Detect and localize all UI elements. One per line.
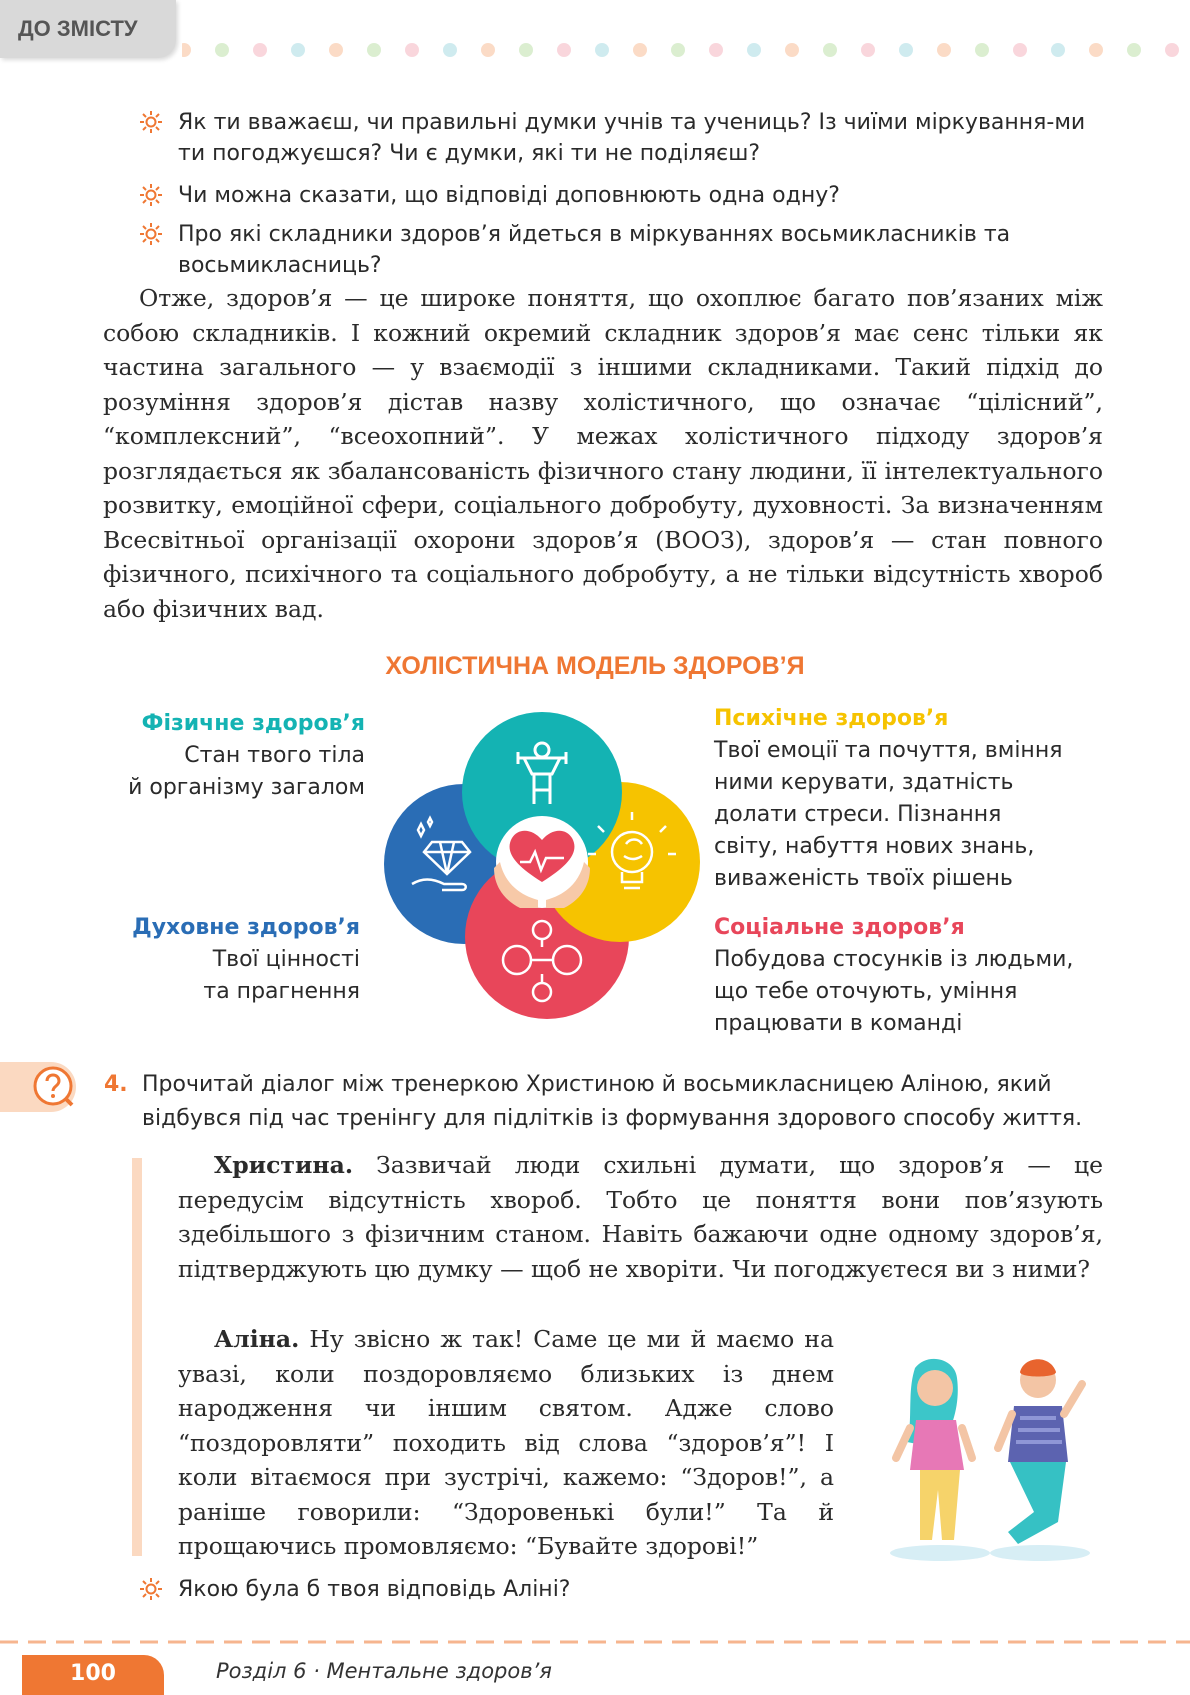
mental-health-line: світу, набуття нових знань, bbox=[714, 834, 1035, 859]
sun-bullet-icon bbox=[140, 111, 162, 133]
question-text: Як ти вважаєш, чи правильні думки учнів та учениць? Із чиїми міркування-ми ти погоджуєшся? Чи є думки, які ти не поділяєш? bbox=[178, 110, 1086, 166]
question-text: Чи можна сказати, що відповіді доповнюють одна одну? bbox=[178, 183, 840, 208]
question-text: Про які складники здоров’я йдеться в міркуваннях восьмикласників та восьмикласниць? bbox=[178, 222, 1011, 278]
dialogue-line-alina bbox=[178, 1322, 834, 1564]
mental-health-title: Психічне здоров’я bbox=[714, 706, 949, 731]
dialogue-line-khrystyna bbox=[178, 1148, 1103, 1286]
mental-health-line: ними керувати, здатність bbox=[714, 770, 1014, 795]
question-item bbox=[140, 1574, 1105, 1605]
jumping-kids-illustration bbox=[880, 1348, 1100, 1564]
toc-link[interactable]: ДО ЗМІСТУ bbox=[0, 0, 176, 58]
question-text: Якою була б твоя відповідь Аліні? bbox=[178, 1577, 571, 1602]
speaker-name: Христина. bbox=[214, 1151, 354, 1179]
decorative-dots bbox=[182, 42, 1182, 58]
main-paragraph: Отже, здоров’я — це широке поняття, що охоплює багато пов’язаних між собою складників. І кожний окремий складник здоров’я має сенс тільки як частина загального — у взаємодії з іншими складниками. Такий підхід до розуміння здоров’я дістав назву холістичного, що означає “цілісний”, “комплексний”, “всеохопний”. У межах холістичного підходу здоров’я розглядається як збалансованість фізичного стану людини, її інтелектуального розвитку, емоційної сфери, соціального добробуту, духовності. За визначенням Всесвітньої організації охорони здоров’я (ВООЗ), здоров’я — стан повного фізичного, психічного та соціального добробуту, а не тільки відсутність хвороб або фізичних вад. bbox=[103, 284, 1103, 623]
question-mark-icon bbox=[31, 1064, 75, 1108]
question-item bbox=[140, 219, 1105, 281]
spiritual-health-line: та прагнення bbox=[203, 979, 360, 1004]
social-health-title: Соціальне здоров’я bbox=[714, 915, 965, 940]
sun-bullet-icon bbox=[140, 184, 162, 206]
spiritual-health-label bbox=[60, 912, 360, 1008]
social-health-label bbox=[714, 912, 1104, 1040]
question-item bbox=[140, 107, 1105, 169]
physical-health-label bbox=[60, 708, 365, 804]
mental-health-label bbox=[714, 703, 1104, 895]
mental-health-line: виваженість твоїх рішень bbox=[714, 866, 1013, 891]
physical-health-title: Фізичне здоров’я bbox=[141, 711, 365, 736]
sun-bullet-icon bbox=[140, 1578, 162, 1600]
physical-health-line: Стан твого тіла bbox=[184, 743, 365, 768]
social-health-line: Побудова стосунків із людьми, bbox=[714, 947, 1074, 972]
diagram-title: ХОЛІСТИЧНА МОДЕЛЬ ЗДОРОВ’Я bbox=[385, 652, 805, 680]
task-number: 4. bbox=[104, 1072, 128, 1097]
dialogue-text: Ну звісно ж так! Саме це ми й маємо на увазі, коли поздоровляємо близьких із днем народження чи іншим святом. Адже слово “поздоровляти” походить від слова “здоров’я”! І коли вітаємося при зустрічі, кажемо: “Здоров!”, а раніше говорили: “Здоровенькі були!” Та й прощаючись промовляємо: “Бувайте здорові!” bbox=[178, 1325, 834, 1560]
task-text: Прочитай діалог між тренеркою Христиною й восьмикласницею Аліною, який відбувся під час тренінгу для підлітків із формування здорового способу життя. bbox=[142, 1072, 1083, 1131]
sun-bullet-icon bbox=[140, 223, 162, 245]
spiritual-health-line: Твої цінності bbox=[212, 947, 360, 972]
social-health-line: працювати в команді bbox=[714, 1011, 963, 1036]
mental-health-line: Твої емоції та почуття, вміння bbox=[714, 738, 1063, 763]
holistic-health-diagram bbox=[382, 712, 702, 1032]
dialogue-accent-bar bbox=[132, 1158, 142, 1556]
spiritual-health-title: Духовне здоров’я bbox=[132, 915, 360, 940]
page-number: 100 bbox=[22, 1655, 164, 1695]
footer-dashed-line bbox=[0, 1640, 1190, 1644]
task-4 bbox=[104, 1068, 1104, 1136]
mental-health-line: долати стреси. Пізнання bbox=[714, 802, 1002, 827]
social-health-line: що тебе оточують, уміння bbox=[714, 979, 1018, 1004]
physical-health-line: й організму загалом bbox=[128, 775, 365, 800]
speaker-name: Аліна. bbox=[214, 1325, 300, 1353]
question-item bbox=[140, 180, 1105, 211]
dialogue-text: Зазвичай люди схильні думати, що здоров’я — це передусім відсутність хвороб. Тобто це поняття вони пов’язують здебільшого з фізичним станом. Навіть бажаючи одне одному здоров’я, підтверджують цю думку — щоб не хворіти. Чи погоджуєтеся ви з ними? bbox=[178, 1151, 1103, 1283]
section-title: Розділ 6 · Ментальне здоров’я bbox=[216, 1659, 552, 1683]
